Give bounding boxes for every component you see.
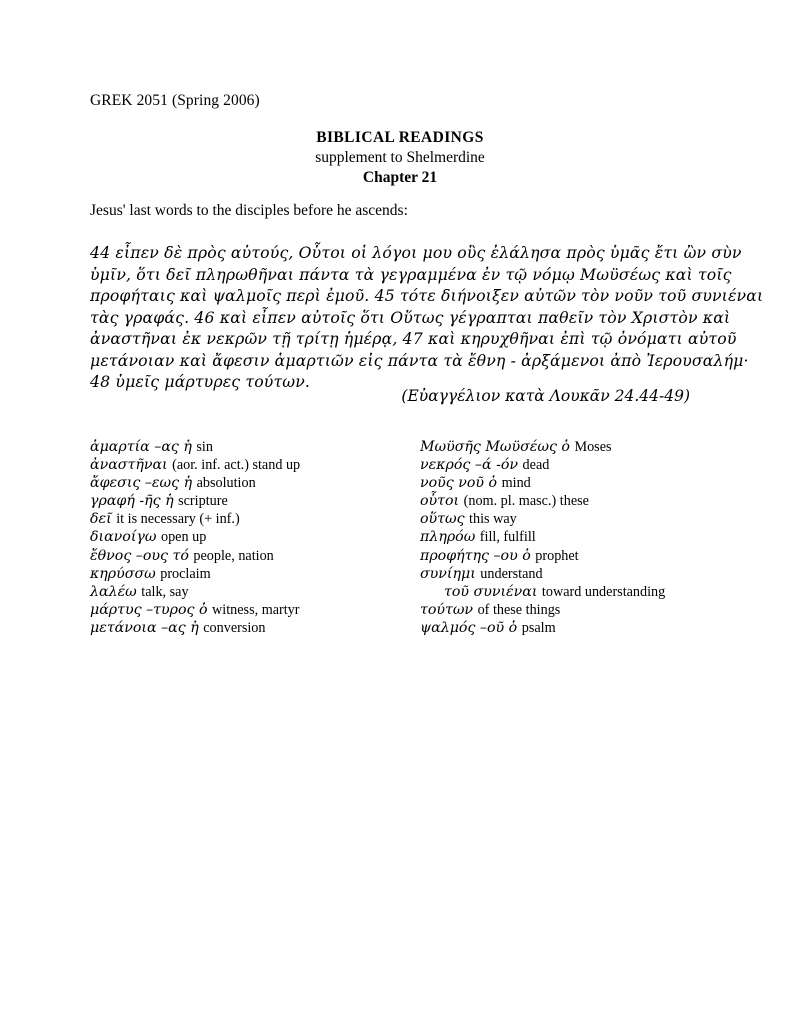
vocabulary-gloss-english: prophet	[535, 547, 579, 564]
vocabulary-gloss-english: fill, fulfill	[479, 529, 536, 546]
vocabulary-entry	[420, 528, 730, 546]
vocabulary-entry	[90, 528, 420, 546]
vocabulary-term-greek: τούτων	[420, 601, 478, 618]
course-line: GREK 2051 (Spring 2006)	[90, 92, 260, 109]
passage-line: ἀναστῆναι ἐκ νεκρῶν τῇ τρίτῃ ἡμέρᾳ, 47 καὶ κηρυχθῆναι ἐπὶ τῷ ὀνόματι αὐτοῦ	[90, 329, 737, 348]
vocabulary-entry	[90, 583, 420, 601]
vocabulary-gloss-english: (aor. inf. act.) stand up	[172, 457, 301, 474]
vocabulary-entry	[90, 474, 420, 492]
vocabulary-entry	[90, 438, 420, 456]
passage-line: 44 εἶπεν δὲ πρὸς αὐτούς, Οὗτοι οἱ λόγοι μου οὓς ἐλάλησα πρὸς ὑμᾶς ἔτι ὢν σὺν	[90, 243, 742, 262]
vocabulary-term-greek: ψαλμός –οῦ ὁ	[420, 619, 522, 636]
vocabulary-gloss-english: talk, say	[141, 583, 189, 600]
vocabulary-term-greek: ἀναστῆναι	[90, 457, 173, 474]
vocabulary-gloss-english: mind	[501, 475, 531, 492]
vocabulary-gloss-english: people, nation	[193, 547, 274, 564]
vocabulary-gloss-english: psalm	[521, 619, 556, 636]
document-subtitle: supplement to Shelmerdine	[315, 149, 485, 166]
vocabulary-column-left	[90, 438, 420, 637]
passage-line: τὰς γραφάς. 46 καὶ εἶπεν αὐτοῖς ὅτι Οὕτως γέγραπται παθεῖν τὸν Χριστὸν καὶ	[90, 307, 731, 327]
vocabulary-term-greek: συνίημι	[420, 565, 481, 582]
vocabulary-term-greek: μετάνοια –ας ἡ	[90, 619, 204, 636]
vocabulary-entry	[90, 492, 420, 510]
vocabulary-term-greek: Μωϋσῆς Μωϋσέως ὁ	[420, 439, 575, 455]
vocabulary-term-greek: κηρύσσω	[90, 565, 161, 582]
vocabulary-entry	[420, 438, 730, 456]
title-block	[90, 128, 710, 188]
vocabulary-gloss-english: open up	[160, 529, 207, 546]
vocabulary-term-greek: νοῦς νοῦ ὁ	[420, 475, 502, 492]
vocabulary-term-greek: ἄφεσις –εως ἡ	[90, 475, 197, 492]
vocabulary-gloss-english: proclaim	[160, 565, 211, 582]
vocabulary-gloss-english: scripture	[178, 493, 228, 510]
vocabulary-gloss-english: (nom. pl. masc.) these	[463, 493, 589, 510]
vocabulary-entry	[420, 583, 730, 601]
greek-passage	[90, 242, 764, 393]
vocabulary-gloss-english: toward understanding	[541, 583, 666, 600]
vocabulary-term-greek: μάρτυς –τυρος ὁ	[90, 601, 213, 618]
vocabulary-entry	[420, 565, 730, 583]
passage-line: μετάνοιαν καὶ ἄφεσιν ἁμαρτιῶν εἰς πάντα τὰ ἔθνη - ἀρξάμενοι ἀπὸ Ἰερουσαλήμ·	[90, 350, 749, 370]
vocabulary-entry	[420, 510, 730, 528]
vocabulary-entry	[420, 456, 730, 474]
vocabulary-term-greek: λαλέω	[90, 583, 142, 600]
vocabulary-gloss-english: dead	[522, 457, 550, 474]
vocabulary-gloss-english: sin	[196, 439, 213, 455]
vocabulary-entry	[90, 565, 420, 583]
vocabulary-term-greek: οὕτως	[420, 511, 470, 528]
vocabulary-gloss-english: Moses	[574, 439, 612, 455]
vocabulary-entry	[420, 474, 730, 492]
vocabulary-entry	[90, 547, 420, 565]
document-title: BIBLICAL READINGS	[316, 129, 484, 146]
vocabulary-term-greek: δεῖ	[90, 511, 117, 528]
vocabulary-entry	[420, 601, 730, 619]
vocabulary-gloss-english: this way	[469, 511, 517, 528]
vocabulary-term-greek: πληρόω	[420, 529, 480, 546]
vocabulary-gloss-english: witness, martyr	[212, 601, 300, 618]
vocabulary-term-greek: οὗτοι	[420, 493, 464, 510]
intro-line: Jesus' last words to the disciples before he ascends:	[90, 202, 408, 219]
vocabulary-entry	[420, 547, 730, 565]
vocabulary-entry	[90, 601, 420, 619]
vocabulary-gloss-english: understand	[480, 565, 543, 582]
vocabulary-term-greek: νεκρός –ά -όν	[420, 457, 523, 474]
vocabulary-entry	[420, 619, 730, 637]
passage-line: 48 ὑμεῖς μάρτυρες τούτων.	[90, 372, 311, 391]
vocabulary-term-greek: προφήτης –ου ὁ	[420, 547, 536, 564]
vocabulary-term-greek: γραφή -ῆς ἡ	[90, 493, 179, 510]
vocabulary-term-greek: ἁμαρτία –ας ἡ	[90, 439, 197, 455]
vocabulary-term-greek: ἔθνος –ους τό	[90, 547, 194, 564]
chapter-heading: Chapter 21	[362, 169, 438, 186]
passage-line: ὑμῖν, ὅτι δεῖ πληρωθῆναι πάντα τὰ γεγραμμένα ἐν τῷ νόμῳ Μωϋσέως καὶ τοῖς	[90, 264, 732, 284]
vocabulary-entry	[90, 510, 420, 528]
vocabulary-entry	[420, 492, 730, 510]
passage-line: προφήταις καὶ ψαλμοῖς περὶ ἐμοῦ. 45 τότε διήνοιξεν αὐτῶν τὸν νοῦν τοῦ συνιέναι	[90, 286, 764, 305]
vocabulary-term-greek: διανοίγω	[90, 529, 161, 546]
vocabulary-gloss-english: of these things	[477, 601, 561, 618]
vocabulary-entry	[90, 619, 420, 637]
vocabulary-gloss-english: it is necessary (+ inf.)	[116, 511, 240, 528]
vocabulary-entry	[90, 456, 420, 474]
vocabulary-gloss-english: conversion	[203, 619, 266, 636]
vocabulary-gloss-english: absolution	[196, 475, 256, 492]
vocabulary-term-greek: τοῦ συνιέναι	[444, 583, 542, 600]
passage-citation: (Εὐαγγέλιον κατὰ Λουκᾶν 24.44-49)	[401, 387, 690, 405]
vocabulary-column-right	[420, 438, 730, 637]
